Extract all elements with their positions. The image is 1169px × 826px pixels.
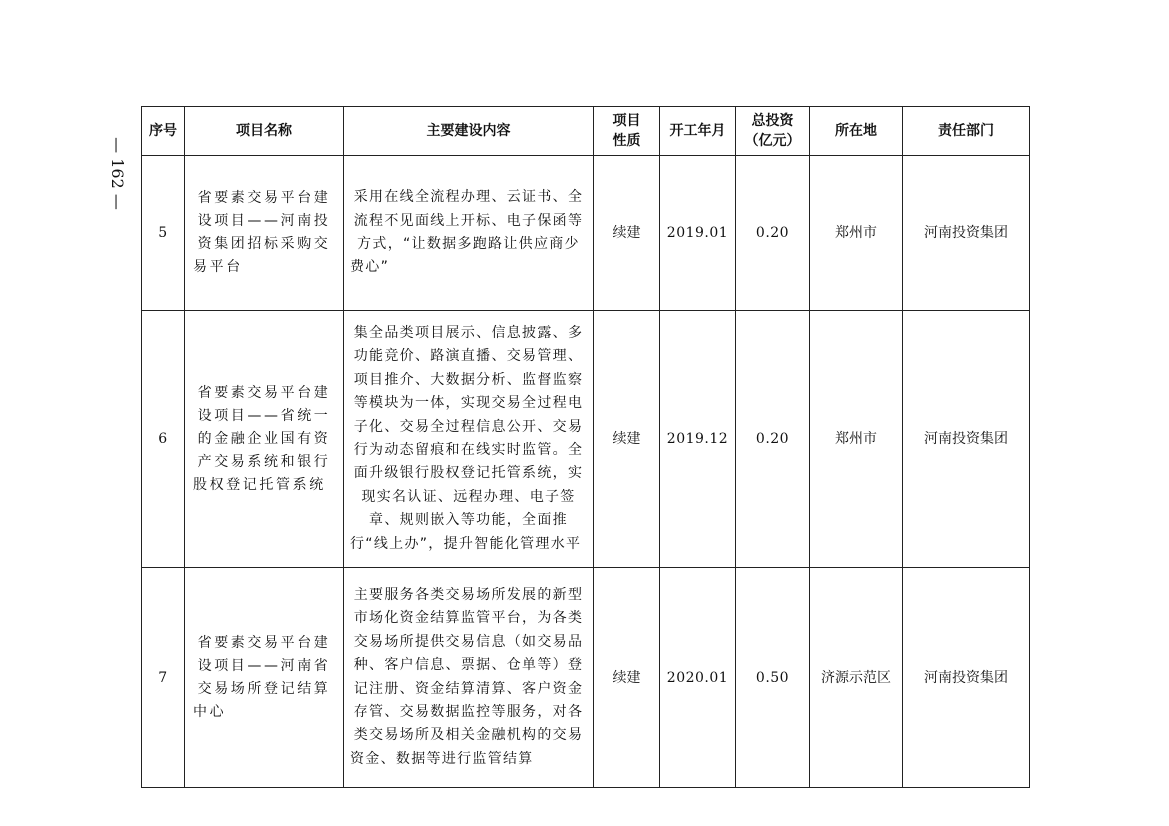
cell-index: 5 xyxy=(142,156,185,311)
header-index: 序号 xyxy=(142,107,185,156)
cell-department: 河南投资集团 xyxy=(903,311,1030,568)
table-row xyxy=(142,311,1030,568)
page-number xyxy=(100,118,134,228)
project-table xyxy=(141,106,1030,788)
cell-nature: 续建 xyxy=(594,156,660,311)
header-content: 主要建设内容 xyxy=(344,107,594,156)
header-investment-line2: （亿元） xyxy=(744,133,801,149)
cell-location: 郑州市 xyxy=(810,156,903,311)
cell-name: 省要素交易平台建设项目——河南省交易场所登记结算中心 xyxy=(185,568,344,788)
cell-content: 采用在线全流程办理、云证书、全流程不见面线上开标、电子保函等方式，“让数据多跑路让供应商少费心” xyxy=(344,156,594,311)
cell-nature: 续建 xyxy=(594,568,660,788)
table-header-row xyxy=(142,107,1030,156)
cell-content: 集全品类项目展示、信息披露、多功能竞价、路演直播、交易管理、项目推介、大数据分析、监督监察等模块为一体，实现交易全过程电子化、交易全过程信息公开、交易行为动态留痕和在线实时监管。全面升级银行股权登记托管系统，实现实名认证、远程办理、电子签章、规则嵌入等功能，全面推行“线上办”，提升智能化管理水平 xyxy=(344,311,594,568)
header-nature xyxy=(594,107,660,156)
cell-investment: 0.50 xyxy=(736,568,810,788)
header-nature-line1: 项目 xyxy=(612,113,641,129)
cell-start: 2019.01 xyxy=(660,156,736,311)
cell-content: 主要服务各类交易场所发展的新型市场化资金结算监管平台，为各类交易场所提供交易信息（如交易品种、客户信息、票据、仓单等）登记注册、资金结算清算、客户资金存管、交易数据监控等服务，对各类交易场所及相关金融机构的交易资金、数据等进行监管结算 xyxy=(344,568,594,788)
cell-index: 7 xyxy=(142,568,185,788)
table-row xyxy=(142,156,1030,311)
cell-department: 河南投资集团 xyxy=(903,156,1030,311)
table-row xyxy=(142,568,1030,788)
cell-department: 河南投资集团 xyxy=(903,568,1030,788)
cell-start: 2019.12 xyxy=(660,311,736,568)
cell-start: 2020.01 xyxy=(660,568,736,788)
cell-location: 济源示范区 xyxy=(810,568,903,788)
cell-investment: 0.20 xyxy=(736,311,810,568)
header-department: 责任部门 xyxy=(903,107,1030,156)
header-name: 项目名称 xyxy=(185,107,344,156)
header-location: 所在地 xyxy=(810,107,903,156)
cell-investment: 0.20 xyxy=(736,156,810,311)
cell-nature: 续建 xyxy=(594,311,660,568)
cell-location: 郑州市 xyxy=(810,311,903,568)
header-investment-line1: 总投资 xyxy=(751,113,794,129)
cell-name: 省要素交易平台建设项目——河南投资集团招标采购交易平台 xyxy=(185,156,344,311)
cell-name: 省要素交易平台建设项目——省统一的金融企业国有资产交易系统和银行股权登记托管系统 xyxy=(185,311,344,568)
header-nature-line2: 性质 xyxy=(612,133,641,149)
header-investment xyxy=(736,107,810,156)
page-number-text: — 162 — xyxy=(107,136,127,210)
header-start: 开工年月 xyxy=(660,107,736,156)
cell-index: 6 xyxy=(142,311,185,568)
